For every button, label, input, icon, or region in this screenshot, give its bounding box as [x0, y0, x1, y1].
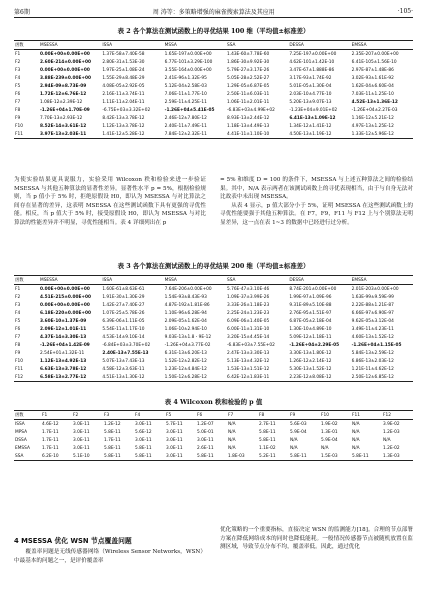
value-cell: 1.30E-10±4.89E-10 — [289, 326, 332, 332]
column-header: F9 — [290, 412, 296, 418]
value-cell: 1.50E-12±6.28E-12 — [164, 374, 207, 380]
function-cell: F2 — [15, 294, 21, 300]
function-cell: F4 — [15, 310, 21, 316]
value-cell: -6.84E+03±3.70E+02 — [102, 342, 151, 348]
value-cell: 6.77E-101±3.29E-100 — [164, 59, 213, 65]
value-cell: 1.23E-12±4.84E-12 — [164, 366, 207, 372]
value-cell: 1.08E-12±2.39E-12 — [40, 99, 83, 105]
column-header: F6 — [197, 412, 203, 418]
table-row — [14, 357, 413, 365]
p-value-cell: N/A — [228, 437, 236, 443]
header-rule — [14, 17, 413, 18]
column-header: 函数 — [15, 43, 24, 48]
function-cell: F6 — [15, 91, 21, 97]
value-cell: 9.03E-13±1.8・9E-12 — [164, 335, 212, 340]
p-value-cell: N/A — [383, 437, 391, 443]
table-row — [14, 82, 413, 90]
value-cell: 5.76E-47±3.10E-46 — [226, 286, 270, 292]
column-header: F3 — [104, 412, 110, 418]
p-value-cell: 5.7E-11 — [166, 421, 183, 427]
p-value-cell: 5.9E-04 — [290, 429, 307, 435]
value-cell: 6.86E-13±2.03E-12 — [351, 358, 394, 364]
value-cell: 2.59E-11±4.25E-11 — [164, 99, 207, 105]
value-cell: 5.05E-28±2.52E-27 — [226, 75, 270, 81]
column-header: F8 — [259, 412, 265, 418]
column-header: F1 — [42, 412, 48, 418]
value-cell: 3.60E-10±1.37E-09 — [40, 318, 87, 324]
value-cell: 1.34E-12±1.41E-12 — [289, 123, 332, 129]
table-row — [14, 90, 413, 98]
table-row — [14, 428, 413, 436]
p-value-cell: 1.3E-03 — [383, 453, 400, 459]
p-value-cell: 5.8E-11 — [104, 429, 121, 435]
issue-number: 第6期 — [14, 8, 30, 16]
algorithm-cell: SSA — [15, 453, 24, 459]
value-cell: -6.83E+03±4.99E+02 — [226, 107, 275, 113]
value-cell: -1.26E+04±1.42E-09 — [40, 342, 90, 348]
p-value-cell: 5.8E-11 — [259, 429, 276, 435]
p-value-cell: 3.0E-11 — [73, 437, 90, 443]
value-cell: 3.33E-26±1.18E-23 — [226, 302, 270, 308]
p-value-cell: 3.0E-11 — [135, 421, 152, 427]
function-cell: F10 — [15, 123, 23, 129]
function-cell: F8 — [15, 107, 21, 113]
value-cell: 1.99E-97±1.09E-96 — [289, 294, 332, 300]
value-cell: 2.50E-11±6.03E-11 — [226, 91, 270, 97]
value-cell: 2.97E-87±1.48E-86 — [351, 67, 394, 73]
column-header: F10 — [321, 412, 329, 418]
value-cell: 1.86E-30±9.92E-30 — [226, 59, 270, 65]
value-cell: 3.88E-239±0.00E+00 — [40, 75, 92, 81]
value-cell: 4.52E-13±1.36E-12 — [351, 99, 398, 105]
value-cell: 1.91E-30±1.30E-29 — [102, 294, 145, 300]
p-value-cell: 5.8E-11 — [197, 453, 214, 459]
p-value-cell: N/A — [290, 437, 298, 443]
function-cell: F3 — [15, 302, 21, 308]
p-value-cell: 3.0E-11 — [135, 437, 152, 443]
value-cell: 1.54E-93±8.43E-93 — [164, 294, 207, 300]
value-cell: 1.10E-96±6.28E-94 — [164, 310, 207, 316]
value-cell: 2.50E-12±6.85E-12 — [351, 374, 394, 380]
function-cell: F5 — [15, 318, 21, 324]
table-row — [14, 98, 413, 106]
table-row — [14, 66, 413, 74]
value-cell: 7.70E-13±2.93E-12 — [40, 115, 83, 121]
p-value-cell: 5.8E-11 — [259, 437, 276, 443]
column-header: MSSA — [164, 42, 177, 48]
page-number: ·105· — [397, 7, 413, 15]
function-cell: F1 — [15, 51, 21, 57]
value-cell: 1.11E-11±2.04E-11 — [102, 99, 145, 105]
running-header — [14, 6, 413, 16]
value-cell: -6.83E+03±7.55E+02 — [226, 342, 275, 348]
p-value-cell: N/A — [321, 445, 329, 451]
value-cell: 2.35E-207±0.00E+00 — [351, 51, 399, 57]
p-value-cell: 5.1E-10 — [73, 453, 90, 459]
value-cell: 1.07E-25±5.78E-26 — [102, 310, 145, 316]
value-cell: 5.07E-13±7.43E-13 — [102, 358, 145, 364]
value-cell: -1.26E+04±3.77E-02 — [164, 342, 211, 348]
value-cell: 8.93E-13±2.44E-12 — [226, 115, 270, 121]
table-row — [14, 285, 413, 294]
value-cell: 1.09E-37±3.99E-26 — [226, 294, 270, 300]
column-header: F7 — [228, 412, 234, 418]
p-value-cell: 2.7E-11 — [259, 421, 276, 427]
value-cell: 1.33E-12±5.96E-12 — [351, 131, 394, 137]
value-cell: 4.60E-13±1.52E-12 — [351, 334, 394, 340]
value-cell: 1.42E-27±7.40E-27 — [102, 302, 145, 308]
value-cell: 1.12E-13±4.92E-13 — [40, 358, 87, 364]
p-value-cell: 3.0E-11 — [197, 437, 214, 443]
column-header: 函数 — [15, 278, 24, 283]
value-cell: 1.43E-60±7.78E-60 — [226, 51, 270, 57]
value-cell: 5.12E-04±2.58E-03 — [164, 83, 207, 89]
p-value-cell: 5.2E-11 — [259, 453, 276, 459]
p-value-cell: 1.7E-11 — [42, 437, 59, 443]
section-paragraph-left: 覆盖率问题是无线传感器网络（Wireless Sensor Networks，WSN）中最基本的问题之一，是评价覆盖率 — [14, 549, 206, 564]
body-paragraph-left: 为使实验结果更具说服力，实验采用 Wilcoxon 秩和检验来进一步验证 MSESSA 与其他五种算法的显著性差异。显著性水平 p = 5%，根据检验规则，当 p 值小于 5% 时，拒绝原假设 H0，即认为 MSESSA 与对比算法之间存在显著的差异，这表明 MSESSA 在这些测试函数下具有更强的寻优性能。相反，当 p 值大于 5% 时，接受原假设 H0，即认为 MSESSA 与对比算法的性能差异并不明显，寻优性能相当。表 4 详细列出在 p — [14, 177, 206, 226]
algorithm-cell: EMSSA — [15, 445, 30, 451]
value-cell: 1.21E-11±4.62E-12 — [351, 366, 394, 372]
table-row — [14, 293, 413, 301]
column-header: 函数 — [15, 413, 24, 418]
function-cell: F7 — [15, 99, 21, 105]
value-cell: 0.00E+00±0.00E+00 — [40, 286, 90, 292]
value-cell: 2.40E-11±7.49E-11 — [164, 123, 207, 129]
value-cell: 1.06E-11±2.01E-11 — [226, 99, 270, 105]
function-cell: F6 — [15, 326, 21, 332]
p-value-cell: N/A — [228, 445, 236, 451]
value-cell: 5.09E-12±1.18E-11 — [289, 334, 332, 340]
p-value-cell: 1.5E-03 — [321, 453, 338, 459]
p-value-cell: N/A — [352, 437, 360, 443]
table-row — [14, 420, 413, 429]
p-value-cell: 3.0E-11 — [73, 421, 90, 427]
function-cell: F2 — [15, 59, 21, 65]
value-cell: 1.63E-99±9.59E-99 — [351, 294, 394, 300]
p-value-cell: 3.0E-11 — [166, 429, 183, 435]
value-cell: 1.60E-61±8.63E-61 — [102, 286, 145, 292]
value-cell: 0.00E+00±0.00E+00 — [40, 302, 90, 308]
value-cell: 2.60E-214±0.00E+00 — [40, 59, 92, 65]
value-cell: 7.06E-11±1.77E-10 — [164, 91, 207, 97]
value-cell: 4.51E-13±1.30E-12 — [102, 374, 145, 380]
value-cell: -1.26E+04±5.41E-05 — [164, 107, 215, 113]
value-cell: 8.52E-14±3.61E-12 — [40, 123, 87, 129]
value-cell: -1.23E+04±9.01E+02 — [289, 107, 338, 113]
value-cell: 4.53E-14±9.10E-14 — [102, 334, 145, 340]
table3-caption: 表 3 各个算法在测试函数上的寻优结果 200 维（平均值±标准差） — [117, 262, 310, 270]
p-value-cell: 5.9E-04 — [321, 437, 338, 443]
p-value-cell: 5.8E-11 — [104, 445, 121, 451]
column-header: EMSSA — [351, 277, 367, 283]
value-cell: 1.52E-12±2.82E-12 — [164, 358, 207, 364]
table2 — [14, 40, 413, 139]
value-cell: -1.26E+04±1.15E-05 — [351, 342, 402, 348]
value-cell: 5.30E-13±1.52E-12 — [289, 366, 332, 372]
body-paragraph-right: = 5% 和维度 D = 100 的条件下，MSESSA 与上述五种算法之间的检验结果。其中，N/A 表示两者在该测试函数上的寻优表现相当，由于与自身无法对比故表中未出现 MSESSA。 从表 4 显示，p 值大部分小于 5%，证明 MSESSA 在这些测试函数上的寻优性能要强于其他五种算法。在 F7，F9，F11 与 F12 上与个别算法无明显差异，这一点在表 1~3 的数据中已经进行过分析。 — [220, 177, 413, 226]
value-cell: 6.39E-06±1.11E-05 — [102, 318, 145, 324]
value-cell: 5.01E-05±1.30E-04 — [289, 83, 332, 89]
value-cell: 1.29E-05±6.87E-05 — [226, 83, 270, 89]
column-header: ISSA — [102, 277, 113, 283]
table-row — [14, 452, 413, 461]
p-value-cell: N/A — [228, 429, 236, 435]
column-header: F12 — [383, 412, 391, 418]
table4-caption: 表 4 Wilcoxon 秩和检验的 p 值 — [164, 398, 263, 406]
value-cell: 1.37E-58±7.40E-58 — [102, 51, 145, 57]
table-row — [14, 122, 413, 130]
function-cell: F12 — [15, 374, 23, 380]
value-cell: 3.97E-13±2.03E-11 — [40, 131, 87, 137]
value-cell: 3.47E-67±1.888E-86 — [289, 67, 335, 73]
column-header: MSSA — [164, 277, 177, 283]
p-value-cell: 1.7E-11 — [42, 445, 59, 451]
value-cell: 4.62E-101±1.42E-10 — [289, 59, 335, 65]
value-cell: 1.72E-12±6.76E-12 — [40, 91, 87, 97]
function-cell: F8 — [15, 342, 21, 348]
table-row — [14, 130, 413, 139]
value-cell: -1.26E+04±2.29E-05 — [289, 342, 340, 348]
value-cell: 2.09E-12±1.01E-11 — [40, 326, 87, 332]
table-row — [14, 373, 413, 382]
value-cell: 1.26E-12±2.14E-12 — [289, 358, 332, 364]
value-cell: 3.55E-164±0.00E+00 — [164, 67, 212, 73]
value-cell: 2.25E-24±1.23E-23 — [226, 310, 270, 316]
value-cell: 4.97E-13±1.25E-12 — [351, 123, 394, 129]
table-row — [14, 317, 413, 325]
value-cell: 4.51E-215±0.00E+00 — [40, 294, 92, 300]
value-cell: -6.75E+03±3.32E+02 — [102, 107, 151, 113]
value-cell: 2.46E-12±7.80E-12 — [164, 115, 207, 121]
table2-caption: 表 2 各个算法在测试函数上的寻优结果 100 维（平均值±标准差） — [117, 27, 310, 35]
table-row — [14, 301, 413, 309]
column-header: SSA — [226, 42, 236, 48]
table-row — [14, 325, 413, 333]
column-header: SSA — [226, 277, 236, 283]
value-cell: 6.87E-05±2.18E-04 — [289, 318, 332, 324]
p-value-cell: 3.0E-11 — [166, 437, 183, 443]
table3 — [14, 275, 413, 382]
p-value-cell: N/A — [352, 445, 360, 451]
table-row — [14, 333, 413, 341]
table-row — [14, 436, 413, 444]
table-row — [14, 444, 413, 452]
function-cell: F7 — [15, 334, 21, 340]
function-cell: F3 — [15, 67, 21, 73]
value-cell: -1.26E+04±1.70E-09 — [40, 107, 90, 113]
value-cell: 2.01E-203±0.00E+00 — [351, 286, 399, 292]
p-value-cell: 5.8E-11 — [290, 453, 307, 459]
value-cell: 6.42E-12±1.83E-11 — [226, 374, 270, 380]
table-row — [14, 58, 413, 66]
value-cell: 1.62E-04±6.60E-04 — [351, 83, 394, 89]
value-cell: 3.17E-93±1.74E-92 — [289, 75, 332, 81]
value-cell: 0.00E+00±0.00E+00 — [40, 67, 90, 73]
p-value-cell: 5.8E-11 — [352, 453, 369, 459]
value-cell: 2.16E-11±3.74E-11 — [102, 91, 145, 97]
p-value-cell: 3.9E-02 — [383, 421, 400, 427]
value-cell: 1.16E-12±5.21E-12 — [351, 115, 394, 121]
value-cell: 5.13E-13±4.32E-12 — [226, 358, 270, 364]
value-cell: 6.41E-105±1.56E-10 — [351, 59, 397, 65]
p-value-cell: 5.6E-03 — [290, 421, 307, 427]
column-header: MSESSA — [40, 277, 58, 283]
p-value-cell: 5.6E-12 — [135, 429, 152, 435]
p-value-cell: 1.9E-02 — [321, 421, 338, 427]
value-cell: 8.74E-201±0.00E+00 — [289, 286, 337, 292]
p-value-cell: 2.6E-11 — [197, 445, 214, 451]
p-value-cell: N/A — [352, 421, 360, 427]
value-cell: 7.03E-11±1.25E-10 — [351, 91, 394, 97]
value-cell: 2.80E-31±1.53E-30 — [102, 59, 145, 65]
running-title: 周 涛等：多策略增强的麻雀搜索算法及其应用 — [152, 8, 275, 16]
value-cell: 8.42E-13±3.78E-12 — [102, 115, 145, 121]
value-cell: 7.64E-206±0.00E+00 — [164, 286, 212, 292]
table-row — [14, 349, 413, 357]
p-value-cell: 3.0E-11 — [73, 429, 90, 435]
p-value-cell: 1.7E-11 — [42, 429, 59, 435]
value-cell: 4.58E-12±3.63E-11 — [102, 366, 145, 372]
p-value-cell: N/A — [352, 429, 360, 435]
function-cell: F9 — [15, 350, 21, 356]
p-value-cell: 5.8E-11 — [104, 453, 121, 459]
column-header: F11 — [352, 412, 360, 418]
value-cell: 2.23E-12±8.08E-12 — [289, 374, 332, 380]
function-cell: F4 — [15, 75, 21, 81]
p-value-cell: 3.0E-11 — [73, 445, 90, 451]
function-cell: F5 — [15, 83, 21, 89]
value-cell: 6.31E-13±6.20E-13 — [164, 350, 207, 356]
value-cell: 1.55E-29±8.48E-29 — [102, 75, 145, 81]
value-cell: 4.41E-11±1.10E-10 — [226, 131, 270, 137]
p-value-cell: 1.2E-12 — [104, 421, 121, 427]
algorithm-cell: ISSA — [15, 421, 25, 427]
value-cell: 5.20E-13±9.07E-13 — [289, 99, 332, 105]
column-header: F4 — [135, 412, 141, 418]
function-cell: F10 — [15, 358, 23, 364]
value-cell: 4.87E-192±1.81E-86 — [164, 302, 210, 308]
column-header: DESSA — [289, 42, 304, 48]
value-cell: 7.25E-197±0.00E+00 — [289, 51, 337, 57]
value-cell: 2.03E-10±4.77E-10 — [289, 91, 332, 97]
p-value-cell: 1.2E-07 — [197, 421, 214, 427]
value-cell: 3.20E-15±4.45E-14 — [226, 334, 270, 340]
value-cell: -1.26E+04±2.27E-03 — [351, 107, 398, 113]
section-heading: 4 MSESSA 优化 WSN 节点覆盖问题 — [14, 537, 132, 545]
value-cell: 6.58E-13±2.77E-12 — [40, 374, 87, 380]
p-value-cell: N/A — [290, 445, 298, 451]
value-cell: 9.31E-89±5.10E-88 — [289, 302, 332, 308]
value-cell: 2.54E+01±1.32E-11 — [40, 350, 85, 356]
function-cell: F9 — [15, 115, 21, 121]
value-cell: 2.76E-95±1.51E-97 — [289, 310, 332, 316]
value-cell: 2.22E-88±1.21E-87 — [351, 302, 394, 308]
table-row — [14, 341, 413, 349]
table4 — [14, 410, 413, 461]
value-cell: 5.84E-13±2.59E-12 — [351, 350, 394, 356]
function-cell: F11 — [15, 366, 23, 372]
column-header: ISSA — [102, 42, 113, 48]
value-cell: 1.97E-25±1.08E-24 — [102, 67, 145, 73]
value-cell: 9.62E-05±3.12E-04 — [351, 318, 394, 324]
table-row — [14, 365, 413, 373]
column-header: MSESSA — [40, 42, 58, 48]
column-header: EMSSA — [351, 42, 367, 48]
p-value-cell: 6.2E-10 — [42, 453, 59, 459]
value-cell: 3.30E-13±1.80E-12 — [289, 350, 332, 356]
value-cell: 4.50E-13±1.19E-12 — [289, 131, 332, 137]
value-cell: 3.02E-93±1.61E-92 — [351, 75, 394, 81]
value-cell: 2.94E-09±8.73E-09 — [40, 83, 87, 89]
p-value-cell: 3.0E-11 — [166, 445, 183, 451]
table-row — [14, 74, 413, 82]
value-cell: 7.84E-12±2.32E-11 — [164, 131, 207, 137]
p-value-cell: 1.8E-03 — [228, 453, 245, 459]
function-cell: F1 — [15, 286, 21, 292]
p-value-cell: N/A — [228, 421, 236, 427]
value-cell: 2.40E-13±7.55E-13 — [102, 350, 149, 356]
value-cell: 2.41E-96±1.32E-95 — [164, 75, 207, 81]
algorithm-cell: DSSA — [15, 437, 27, 443]
column-header: F2 — [73, 412, 79, 418]
value-cell: 4.08E-05±2.92E-05 — [102, 83, 145, 89]
value-cell: 5.54E-11±1.17E-10 — [102, 326, 145, 332]
function-cell: F11 — [15, 131, 23, 137]
column-header: F5 — [166, 412, 172, 418]
value-cell: 6.63E-13±3.78E-12 — [40, 366, 87, 372]
value-cell: 1.41E-12±5.28E-12 — [102, 131, 145, 137]
table-row — [14, 114, 413, 122]
p-value-cell: 5.0E-01 — [197, 429, 214, 435]
value-cell: 5.79E-27±3.17E-26 — [226, 67, 270, 73]
column-header: DESSA — [289, 277, 304, 283]
value-cell: 1.65E-197±0.00E+00 — [164, 51, 212, 57]
value-cell: 4.37E-14±3.30E-13 — [40, 334, 87, 340]
value-cell: 0.00E+00±0.00E+00 — [40, 51, 90, 57]
value-cell: 3.49E-11±4.23E-11 — [351, 326, 394, 332]
value-cell: 1.18E-13±4.49E-13 — [226, 123, 270, 129]
value-cell: 2.09E-05±1.62E-04 — [164, 318, 207, 324]
value-cell: 2.47E-13±3.30E-13 — [226, 350, 270, 356]
value-cell: 1.06E-10±2.94E-10 — [164, 326, 207, 332]
table-row — [14, 106, 413, 114]
value-cell: 6.00E-11±1.31E-10 — [226, 326, 270, 332]
p-value-cell: 1.2E-02 — [383, 445, 400, 451]
table-row — [14, 309, 413, 317]
p-value-cell: 5.8E-11 — [135, 445, 152, 451]
p-value-cell: 1.2E-03 — [383, 429, 400, 435]
p-value-cell: 5.8E-11 — [135, 453, 152, 459]
value-cell: 6.41E-13±1.09E-12 — [289, 115, 336, 121]
p-value-cell: 1.1E-02 — [259, 445, 276, 451]
value-cell: 6.18E-220±0.00E+00 — [40, 310, 92, 316]
p-value-cell: 1.3E-01 — [321, 429, 338, 435]
value-cell: 1.53E-13±1.51E-12 — [226, 366, 270, 372]
p-value-cell: 3.0E-11 — [166, 453, 183, 459]
p-value-cell: 4.6E-12 — [42, 421, 59, 427]
value-cell: 6.09E-06±1.40E-05 — [226, 318, 270, 324]
section-paragraph-right: 优化策略的一个重要指标，直接决定 WSN 的监测能力[18]。合理的节点部署方案在降低网络成本的同时也降低能耗。一般情况传感器节点被随机放置在监测区域，导致节点分布不均，覆盖率低。因此，通过优化 — [220, 527, 413, 550]
value-cell: 1.12E-13±3.78E-12 — [102, 123, 145, 129]
algorithm-cell: MPSA — [15, 429, 28, 435]
value-cell: 6.66E-97±6.90E-97 — [351, 310, 394, 316]
table-row — [14, 50, 413, 59]
p-value-cell: 1.7E-11 — [104, 437, 121, 443]
